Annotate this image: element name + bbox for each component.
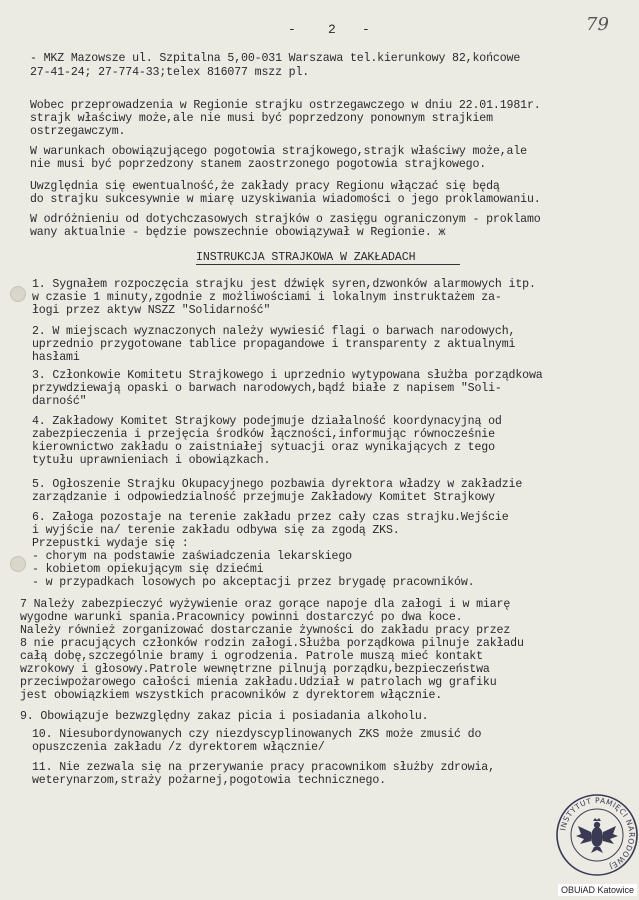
intro-line: nie musi być poprzedzony stanem zaostrzonego pogotowia strajkowego. <box>30 158 487 171</box>
punch-hole-top <box>10 286 26 302</box>
punch-hole-bottom <box>10 556 26 572</box>
item-line: 10. Niesubordynowanych czy niezdyscyplinowanych ZKS może zmusić do <box>32 728 482 741</box>
stamp-text: INSTYTUT PAMIĘCI NARODOWEJ <box>558 795 637 872</box>
eagle-emblem-icon <box>576 818 618 853</box>
item-line: hasłami <box>32 351 80 364</box>
page-number: 2 <box>328 22 336 37</box>
address-line: - MKZ Mazowsze ul. Szpitalna 5,00-031 Warszawa tel.kierunkowy 82,końcowe <box>30 52 521 65</box>
item-line: 8 nie pracujących członków rodzin załogi.Służba porządkowa pilnuje zakładu <box>20 637 524 650</box>
item-line: łogi przez aktyw NSZZ "Solidarność" <box>32 304 271 317</box>
item-line: 3. Członkowie Komitetu Strajkowego i uprzednio wytypowana służba porządkowa <box>32 369 543 382</box>
intro-line: ostrzegawczym. <box>30 125 126 138</box>
item-line: zabezpieczenia i przejęcia środków łączności,informując równocześnie <box>32 428 495 441</box>
intro-line: strajk właściwy może,ale nie musi być poprzedzony ponownym strajkiem <box>30 112 493 125</box>
item-line: 4. Zakładowy Komitet Strajkowy podejmuje działalność koordynacyjną od <box>32 415 502 428</box>
item-line: opuszczenia zakładu /z dyrektorem włącznie/ <box>32 741 325 754</box>
archive-footer: OBUiAD Katowice <box>558 884 637 896</box>
address-line: 27-41-24; 27-774-33;telex 816077 mszz pl. <box>30 66 310 79</box>
item-line: Należy również zorganizować dostarczanie żywności do zakładu pracy przez <box>20 624 511 637</box>
archive-stamp <box>554 792 639 878</box>
item-line: - w przypadkach losowych po akceptacji przez brygadę pracowników. <box>32 576 475 589</box>
item-line: i wyjście na/ terenie zakładu odbywa się za zgodą ZKS. <box>32 524 400 537</box>
item-line: w czasie 1 minuty,zgodnie z możliwościami i lokalnym instruktażem za- <box>32 291 502 304</box>
item-line: 5. Ogłoszenie Strajku Okupacyjnego pozbawia dyrektora władzy w zakładzie <box>32 478 523 491</box>
item-line: - kobietom opiekującym się dziećmi <box>32 563 264 576</box>
intro-line: W odróżnieniu od dotychczasowych strajków o zasięgu ograniczonym - proklamo <box>30 213 541 226</box>
intro-line: W warunkach obowiązującego pogotowia strajkowego,strajk właściwy może,ale <box>30 145 527 158</box>
intro-line: Wobec przeprowadzenia w Regionie strajku ostrzegawczego w dniu 22.01.1981r. <box>30 99 541 112</box>
item-line: 7 Należy zabezpieczyć wyżywienie oraz gorące napoje dla załogi i w miarę <box>20 598 511 611</box>
item-line: wzrokowy i głosowy.Patrole wewnętrzne pilnują porządku,bezpieczeństwa <box>20 663 490 676</box>
handwritten-folio-number: 79 <box>586 14 609 35</box>
item-line: 11. Nie zezwala się na przerywanie pracy pracownikom służby zdrowia, <box>32 761 495 774</box>
item-line: kierownictwo zakładu o zaistniałej sytuacji oraz wynikających z tego <box>32 441 495 454</box>
item-line: - chorym na podstawie zaświadczenia lekarskiego <box>32 550 352 563</box>
item-line: 9. Obowiązuje bezwzględny zakaz picia i posiadania alkoholu. <box>20 710 429 723</box>
intro-line: Uwzględnia się ewentualność,że zakłady pracy Regionu włączać się będą <box>30 180 500 193</box>
item-line: tytułu uprawnieniach i obowiązkach. <box>32 454 271 467</box>
item-line: darność" <box>32 395 87 408</box>
item-line: całą dobę,szczególnie bramy i ogrodzenia. Patrole muszą mieć kontakt <box>20 650 483 663</box>
heading-underline <box>196 264 460 265</box>
item-line: wygodne warunki spania.Pracownicy powinni dostarczyć po dwa koce. <box>20 611 463 624</box>
item-line: jest obowiązkiem wszystkich pracowników z dyrektorem włącznie. <box>20 689 443 702</box>
intro-line: do strajku sukcesywnie w miarę uzyskiwania wiadomości o jego proklamowaniu. <box>30 193 541 206</box>
item-line: 6. Załoga pozostaje na terenie zakładu przez cały czas strajku.Wejście <box>32 511 509 524</box>
page-number-dash-right: - <box>362 22 370 37</box>
section-heading: INSTRUKCJA STRAJKOWA W ZAKŁADACH <box>196 251 416 264</box>
item-line: przeciwpożarowego całości mienia zakładu.Udział w patrolach wg grafiku <box>20 676 497 689</box>
item-line: Przepustki wydaje się : <box>32 537 189 550</box>
item-line: weterynarzom,straży pożarnej,pogotowia technicznego. <box>32 774 386 787</box>
item-line: przywdziewają opaski o barwach narodowych,bądź białe z napisem "Soli- <box>32 382 502 395</box>
item-line: 1. Sygnałem rozpoczęcia strajku jest dźwięk syren,dzwonków alarmowych itp. <box>32 278 536 291</box>
item-line: uprzednio przygotowane tablice propagandowe i transparenty z aktualnymi <box>32 338 516 351</box>
intro-line: wany aktualnie - będzie powszechnie obowiązywał w Regionie. ж <box>30 226 446 239</box>
page-number-dash-left: - <box>288 22 296 37</box>
item-line: zarządzanie i odpowiedzialność przejmuje Zakładowy Komitet Strajkowy <box>32 491 495 504</box>
item-line: 2. W miejscach wyznaczonych należy wywiesić flagi o barwach narodowych, <box>32 325 516 338</box>
